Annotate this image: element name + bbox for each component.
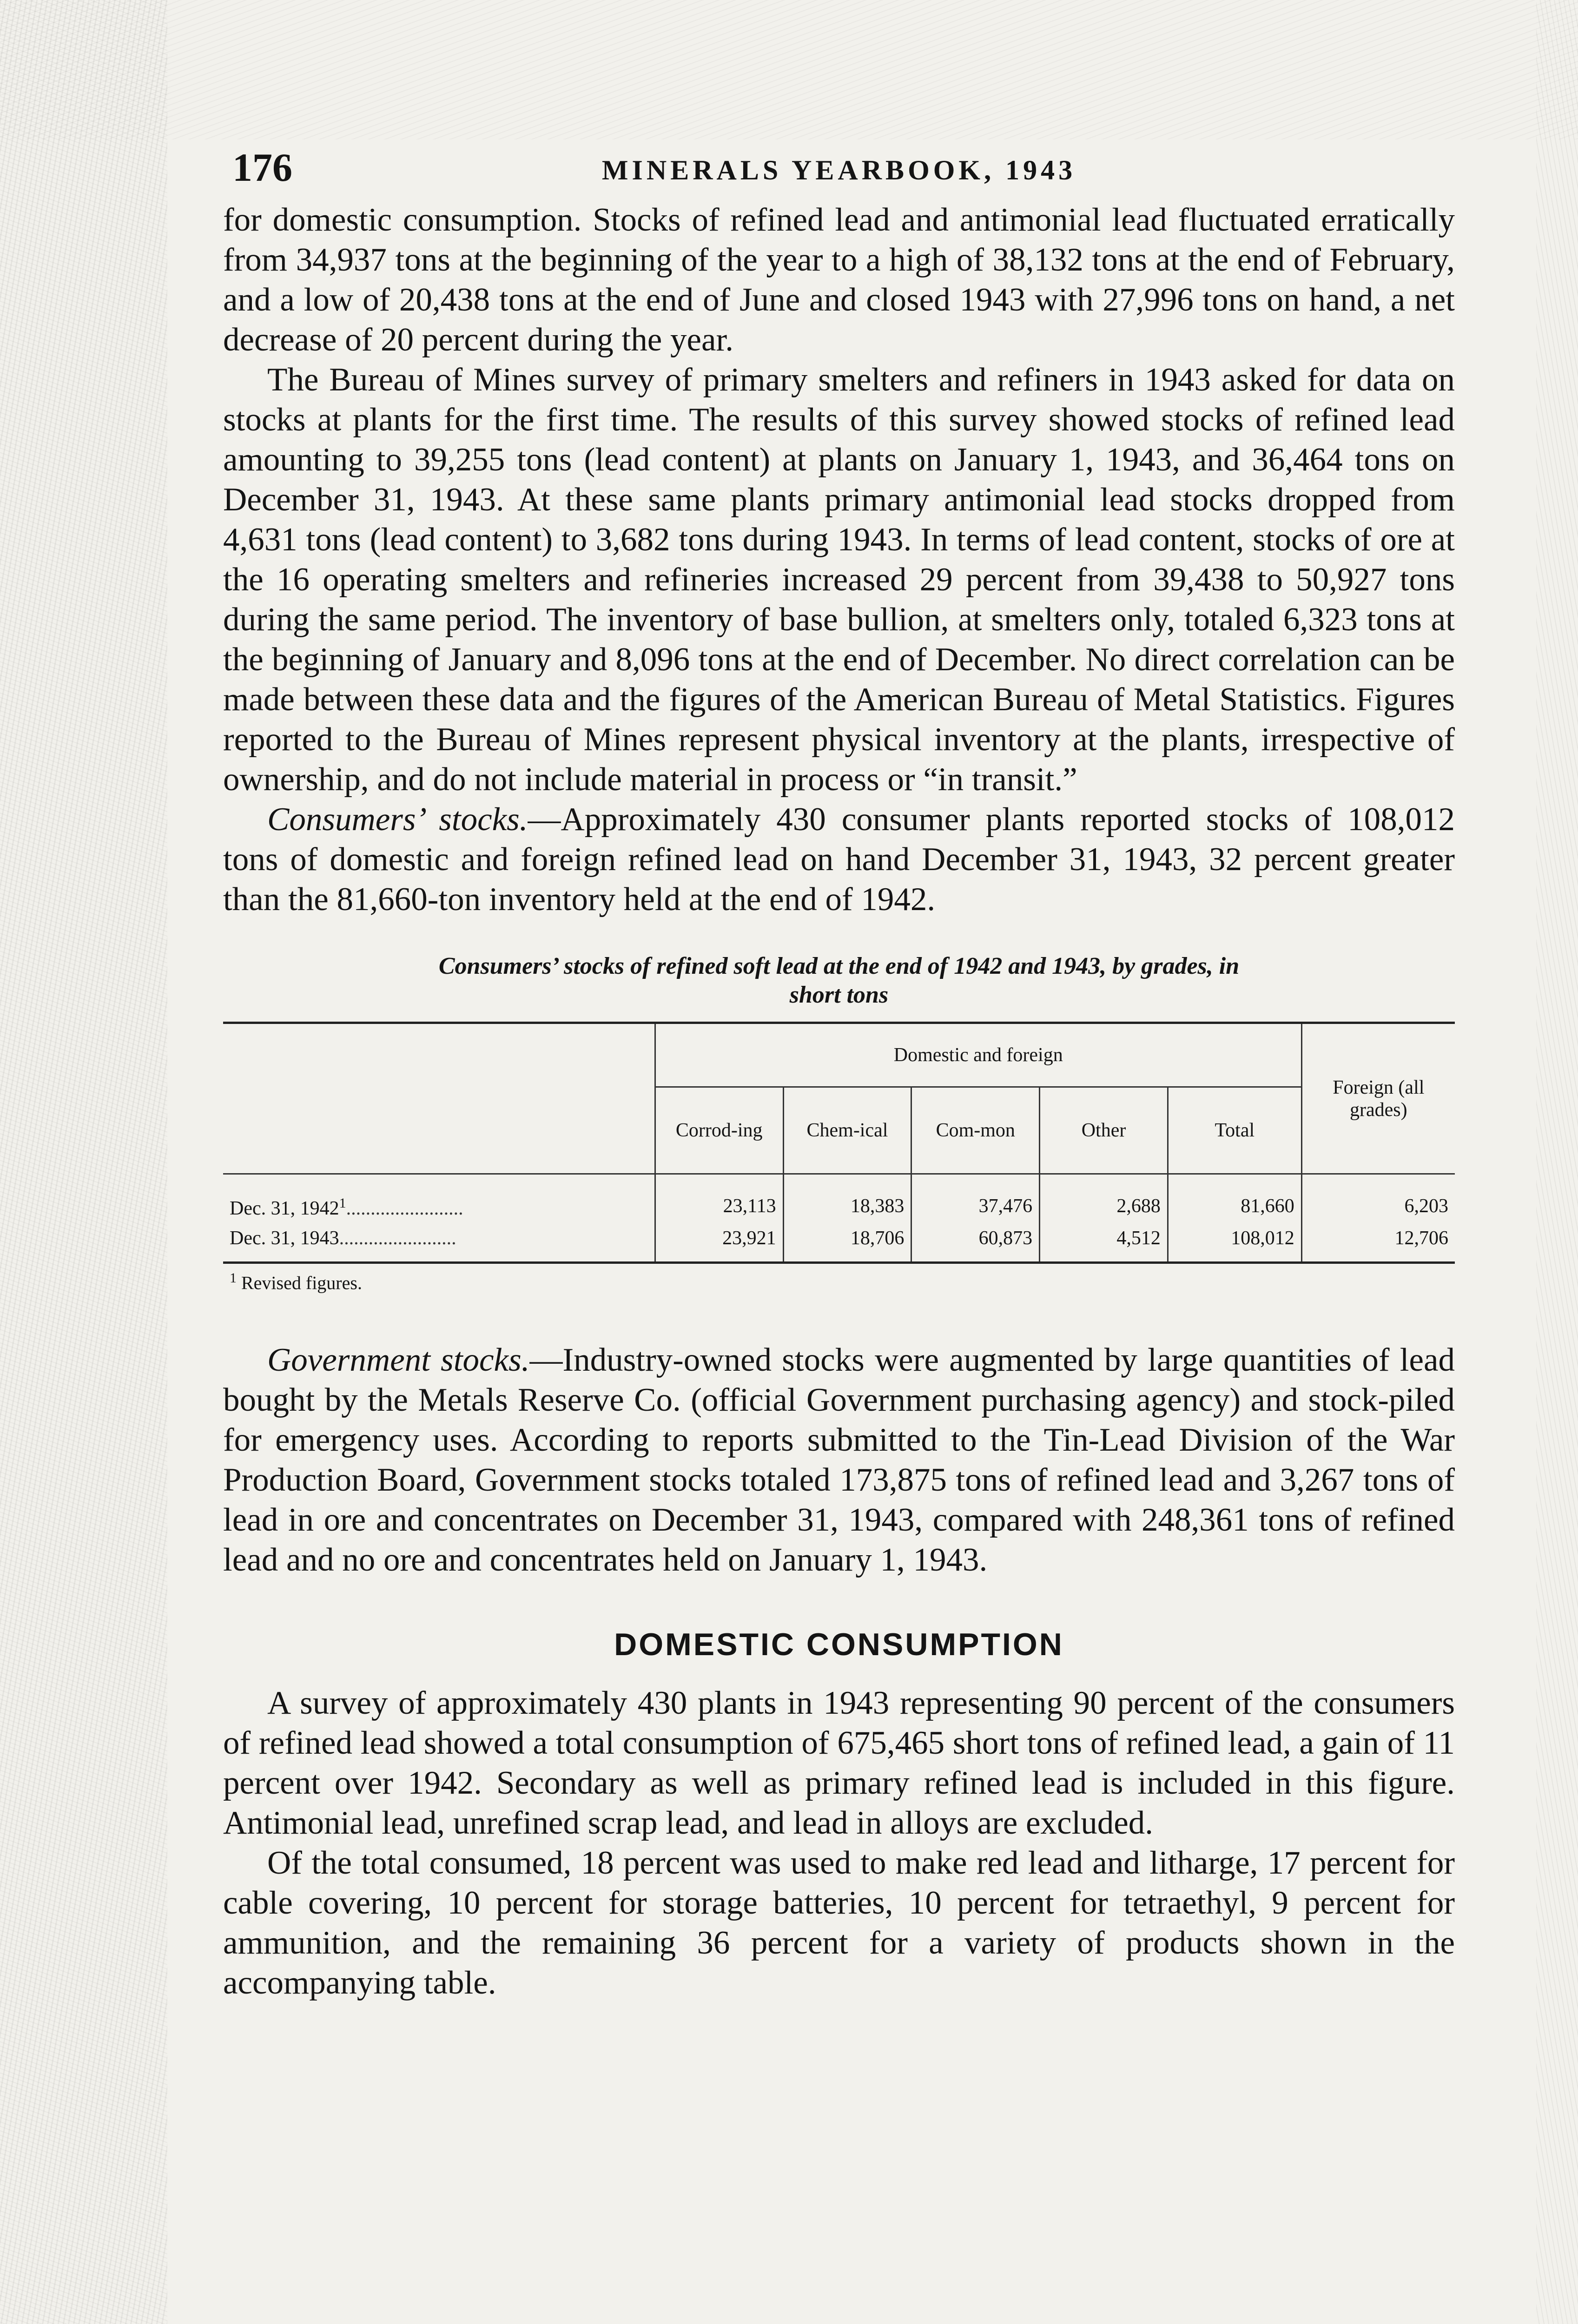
scan-noise-left: [0, 0, 167, 2324]
cell-total: 81,660: [1168, 1174, 1301, 1224]
cell-chemical: 18,706: [783, 1223, 911, 1263]
footnote-text: Revised figures.: [241, 1272, 362, 1294]
paragraph-consumers-stocks: [223, 799, 1455, 919]
table-row: [223, 1223, 1455, 1263]
cell-total: 108,012: [1168, 1223, 1301, 1263]
running-head: [223, 144, 1455, 200]
cell-foreign: 6,203: [1301, 1174, 1455, 1224]
table-caption: [223, 952, 1455, 1010]
group-header-domestic-foreign: Domestic and foreign: [655, 1023, 1301, 1087]
footnote-mark: 1: [230, 1270, 237, 1286]
column-header-total: Total: [1168, 1087, 1301, 1174]
consumers-stocks-text: —Approximately 430 consumer plants reported stocks of 108,012 tons of domestic and foreign refined lead on hand December 31, 1943, 32 percent greater than the 81,660-ton inventory held at the end of 1942.: [223, 801, 1455, 918]
dot-leader: ........................: [339, 1228, 456, 1249]
paragraph-stocks-fluctuation: for domestic consumption. Stocks of refined lead and antimonial lead fluctuated erratically from 34,937 tons at the beginning of the year to a high of 38,132 tons at the end of February, and a low of 20,438 tons at the end of June and closed 1943 with 27,996 tons on hand, a net decrease of 20 percent during the year.: [223, 202, 1455, 358]
consumers-stocks-table: [223, 1022, 1455, 1264]
cell-foreign: 12,706: [1301, 1223, 1455, 1263]
footnote-ref: 1: [339, 1195, 346, 1211]
column-header-other: Other: [1040, 1087, 1168, 1174]
paragraph-consumption-breakdown: Of the total consumed, 18 percent was used to make red lead and litharge, 17 percent for cable covering, 10 percent for storage batteries, 10 percent for tetraethyl, 9 percent for ammunition, and the remaining 36 percent for a variety of products shown in the accompanying table.: [223, 1845, 1455, 2001]
row-label: Dec. 31, 1942$^1$........................: [223, 1174, 655, 1224]
table-stub-header: [223, 1023, 655, 1174]
page-number: 176: [232, 145, 292, 190]
cell-common: 37,476: [911, 1174, 1040, 1224]
table-row: [223, 1174, 1455, 1224]
consumers-stocks-lead-in: Consumers’ stocks.: [267, 801, 528, 838]
section-title-domestic-consumption: DOMESTIC CONSUMPTION: [614, 1627, 1064, 1663]
cell-other: 2,688: [1040, 1174, 1168, 1224]
table-caption-line2: short tons: [789, 982, 889, 1008]
page-body: [223, 144, 1455, 2003]
government-stocks-text: —Industry-owned stocks were augmented by large quantities of lead bought by the Metals Reserve Co. (official Government purchasing agency) and stock-piled for emergency uses. According to reports submitted to the Tin-Lead Division of the War Production Board, Government stocks totaled 173,875 tons of refined lead and 3,267 tons of lead in ore and concentrates on December 31, 1943, compared with 248,361 tons of refined lead and no ore and concentrates held on January 1, 1943.: [223, 1342, 1455, 1578]
cell-common: 60,873: [911, 1223, 1040, 1263]
paragraph-consumption-survey: A survey of approximately 430 plants in 1943 representing 90 percent of the consumers of refined lead showed a total consumption of 675,465 short tons of refined lead, a gain of 11 percent over 1942. Secondary as well as primary refined lead is included in this figure. Antimonial lead, unrefined scrap lead, and lead in alloys are excluded.: [223, 1685, 1455, 1842]
column-header-chemical: Chem-ical: [783, 1087, 911, 1174]
government-stocks-lead-in: Government stocks.: [267, 1342, 530, 1379]
scan-noise-top: [0, 0, 1578, 139]
table-caption-line1: Consumers’ stocks of refined soft lead at the end of 1942 and 1943, by grades, in: [438, 953, 1240, 979]
scan-noise-right: [1536, 0, 1578, 2324]
row-label: Dec. 31, 1943........................: [230, 1228, 456, 1249]
paragraph-bureau-survey: The Bureau of Mines survey of primary smelters and refiners in 1943 asked for data on stocks at plants for the first time. The results of this survey showed stocks of refined lead amounting to 39,255 tons (lead content) at plants on January 1, 1943, and 36,464 tons on December 31, 1943. At these same plants primary antimonial lead stocks dropped from 4,631 tons (lead content) to 3,682 tons during 1943. In terms of lead content, stocks of ore at the 16 operating smelters and refineries increased 29 percent from 39,438 to 50,927 tons during the same period. The inventory of base bullion, at smelters only, totaled 6,323 tons at the beginning of January and 8,096 tons at the end of December. No direct correlation can be made between these data and the figures of the American Bureau of Metal Statistics. Figures reported to the Bureau of Mines represent physical inventory at the plants, irrespective of ownership, and do not include material in process or “in transit.”: [223, 362, 1455, 798]
book-title: MINERALS YEARBOOK, 1943: [601, 155, 1076, 185]
column-header-foreign: Foreign (all grades): [1301, 1023, 1455, 1174]
cell-chemical: 18,383: [783, 1174, 911, 1224]
table-header-row-1: [223, 1023, 1455, 1087]
paragraph-government-stocks: [223, 1340, 1455, 1580]
column-header-common: Com-mon: [911, 1087, 1040, 1174]
cell-corroding: 23,113: [655, 1174, 783, 1224]
column-header-corroding: Corrod-ing: [655, 1087, 783, 1174]
dot-leader: ........................: [346, 1198, 463, 1219]
table-footnote: [230, 1270, 1455, 1294]
cell-other: 4,512: [1040, 1223, 1168, 1263]
cell-corroding: 23,921: [655, 1223, 783, 1263]
